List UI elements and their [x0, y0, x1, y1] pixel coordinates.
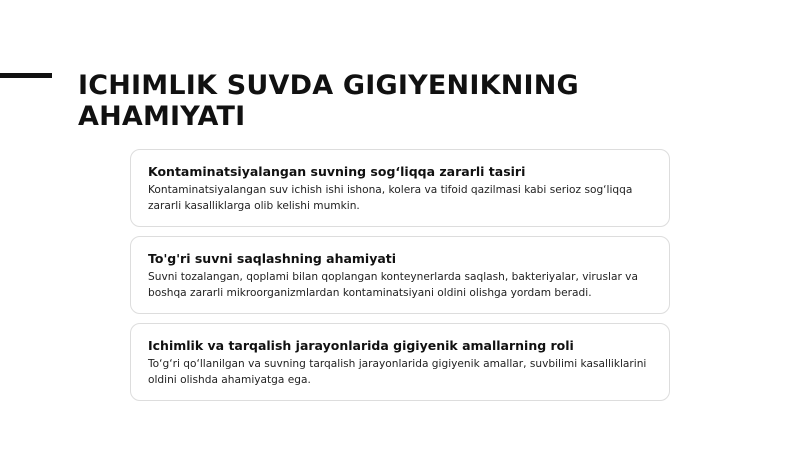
card-title: To'g'ri suvni saqlashning ahamiyati: [148, 251, 397, 266]
info-card: [130, 236, 670, 314]
card-text: Kontaminatsiyalangan suv ichish ishi ishona, kolera va tifoid qazilmasi kabi serioz sog‘liqqa zararli kasalliklarga olib kelishi mumkin.: [148, 184, 633, 212]
slide-title: ICHIMLIK SUVDA GIGIYENIKNING AHAMIYATI: [78, 70, 579, 132]
info-card: [130, 323, 670, 401]
card-text: Suvni tozalangan, qoplami bilan qoplangan konteynerlarda saqlash, bakteriyalar, viruslar va boshqa zararli mikroorganizmlardan kontaminatsiyani oldini olishga yordam beradi.: [148, 271, 638, 299]
card-title: Ichimlik va tarqalish jarayonlarida gigiyenik amallarning roli: [148, 338, 574, 353]
accent-bar: [0, 73, 52, 78]
card-title: Kontaminatsiyalangan suvning sog‘liqqa zararli tasiri: [148, 164, 526, 179]
card-list: [130, 149, 670, 410]
info-card: [130, 149, 670, 227]
card-text: To‘g‘ri qo‘llanilgan va suvning tarqalish jarayonlarida gigiyenik amallar, suvbilimi kasalliklarini oldini olishda ahamiyatga ega.: [148, 358, 647, 386]
